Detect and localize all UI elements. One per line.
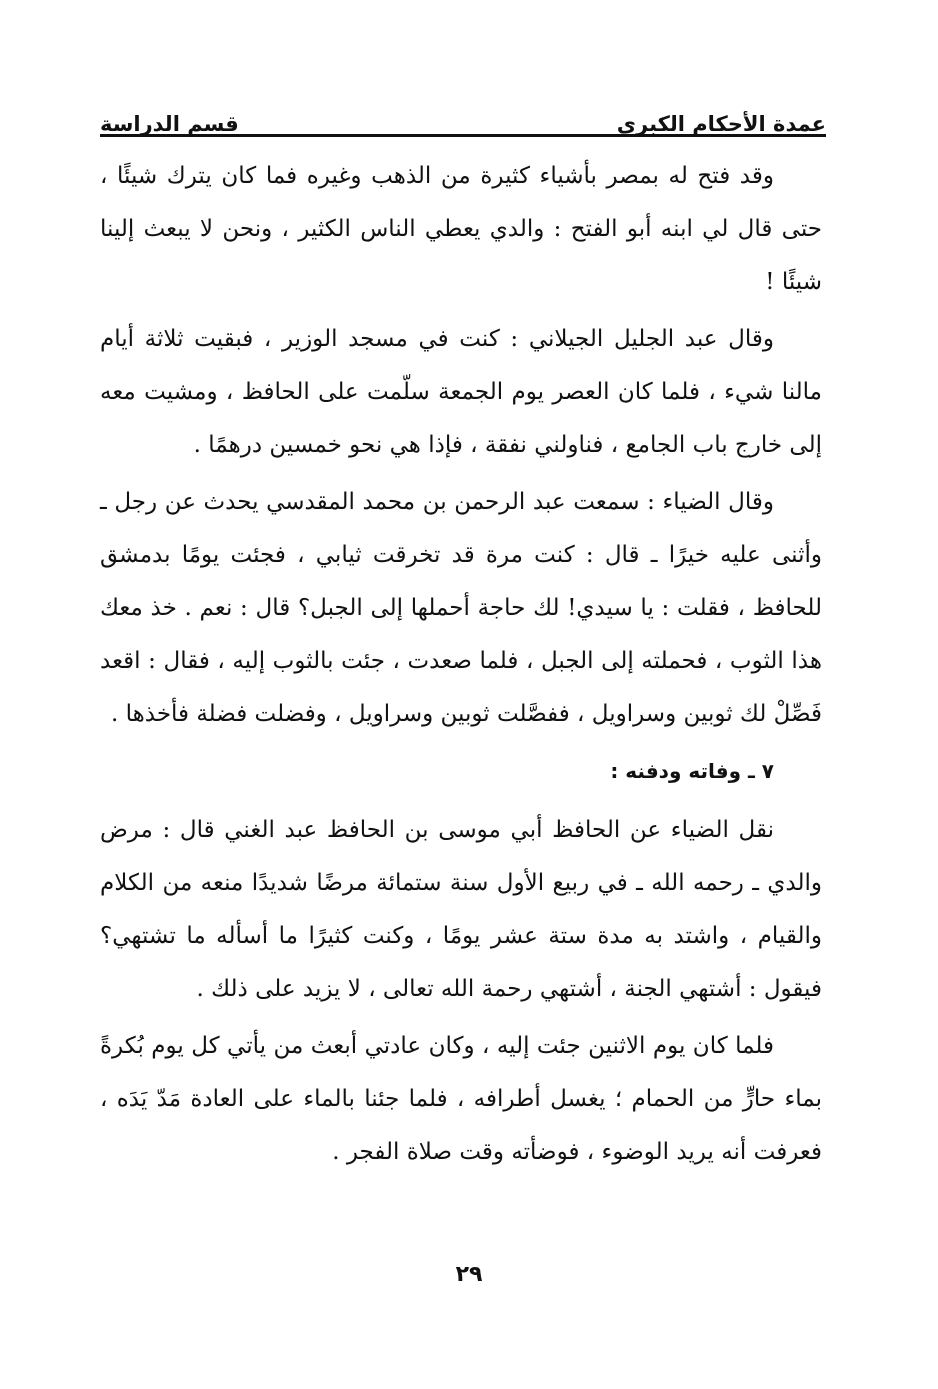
header-divider <box>100 134 826 137</box>
paragraph-2: وقال عبد الجليل الجيلاني : كنت في مسجد الوزير ، فبقيت ثلاثة أيام مالنا شيء ، فلما كان العصر يوم الجمعة سلّمت على الحافظ ، ومشيت معه إلى خارج باب الجامع ، فناولني نفقة ، فإذا هي نحو خمسين درهمًا . <box>100 326 822 458</box>
paragraph-3: وقال الضياء : سمعت عبد الرحمن بن محمد المقدسي يحدث عن رجل ـ وأثنى عليه خيرًا ـ قال : كنت مرة قد تخرقت ثيابي ، فجئت يومًا بدمشق للحافظ ، فقلت : يا سيدي! لك حاجة أحملها إلى الجبل؟ قال : نعم . خذ معك هذا الثوب ، فحملته إلى الجبل ، فلما صعدت ، جئت بالثوب إليه ، فقال : اقعد فَصِّلْ لك ثوبين وسراويل ، ففصَّلت ثوبين وسراويل ، وفضلت فضلة فأخذها . <box>100 489 822 727</box>
section-title: قسم الدراسة <box>100 112 239 136</box>
page-number: ٢٩ <box>455 1262 483 1287</box>
book-title: عمدة الأحكام الكبرى <box>616 112 826 136</box>
body-text <box>100 150 822 1183</box>
running-header <box>100 96 826 136</box>
section-heading: ٧ ـ وفاته ودفنه : <box>610 759 774 783</box>
paragraph-5: فلما كان يوم الاثنين جئت إليه ، وكان عادتي أبعث من يأتي كل يوم بُكرةً بماء حارٍّ من الحمام ؛ يغسل أطرافه ، فلما جئنا بالماء على العادة مَدّ يَدَه ، فعرفت أنه يريد الوضوء ، فوضأته وقت صلاة الفجر . <box>100 1033 822 1165</box>
paragraph-1: وقد فتح له بمصر بأشياء كثيرة من الذهب وغيره فما كان يترك شيئًا ، حتى قال لي ابنه أبو الفتح : والدي يعطي الناس الكثير ، ونحن لا يبعث إلينا شيئًا ! <box>100 163 822 295</box>
paragraph-4: نقل الضياء عن الحافظ أبي موسى بن الحافظ عبد الغني قال : مرض والدي ـ رحمه الله ـ في ربيع الأول سنة ستمائة مرضًا شديدًا منعه من الكلام والقيام ، واشتد به مدة ستة عشر يومًا ، وكنت كثيرًا ما أسأله ما تشتهي؟ فيقول : أشتهي الجنة ، أشتهي رحمة الله تعالى ، لا يزيد على ذلك . <box>100 817 822 1002</box>
